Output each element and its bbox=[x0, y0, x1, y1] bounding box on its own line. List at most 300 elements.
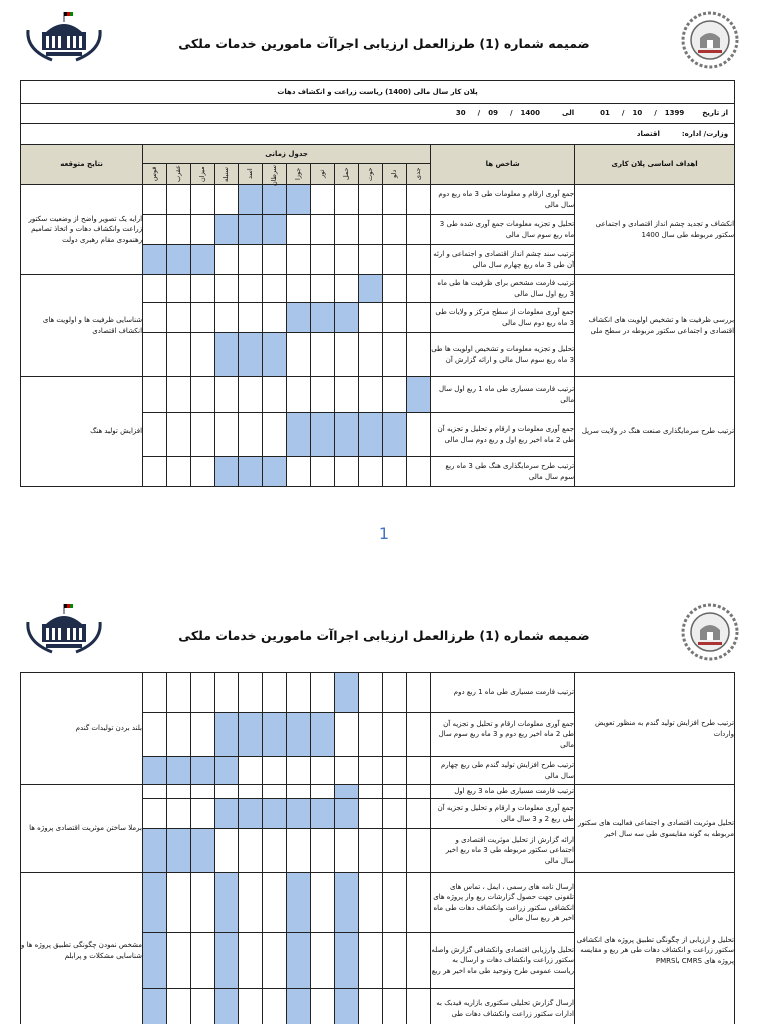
schedule-cell bbox=[263, 673, 287, 713]
schedule-cell bbox=[335, 829, 359, 873]
schedule-cell bbox=[407, 873, 431, 933]
schedule-cell bbox=[143, 799, 167, 829]
month-header bbox=[359, 164, 383, 185]
schedule-cell bbox=[359, 829, 383, 873]
to-day: 30 bbox=[455, 109, 466, 118]
schedule-cell-active bbox=[143, 829, 167, 873]
schedule-cell bbox=[335, 215, 359, 245]
schedule-cell-active bbox=[215, 799, 239, 829]
schedule-cell-active bbox=[287, 303, 311, 333]
schedule-cell bbox=[407, 333, 431, 377]
schedule-cell bbox=[167, 713, 191, 757]
schedule-cell bbox=[263, 757, 287, 785]
schedule-cell bbox=[287, 457, 311, 487]
schedule-cell bbox=[191, 989, 215, 1024]
schedule-cell-active bbox=[215, 215, 239, 245]
page-number: 1 bbox=[378, 524, 390, 543]
date-separator: / bbox=[654, 109, 657, 118]
goal-cell: تحلیل موثریت اقتصادی و اجتماعی فعالیت های سکتور مربوطه به گونه مقایسوی طی سه سال اخیر bbox=[575, 785, 735, 873]
schedule-cell bbox=[335, 457, 359, 487]
schedule-cell bbox=[311, 457, 335, 487]
schedule-cell-active bbox=[335, 785, 359, 799]
schedule-cell bbox=[407, 303, 431, 333]
schedule-cell-active bbox=[239, 799, 263, 829]
schedule-cell bbox=[287, 757, 311, 785]
schedule-cell bbox=[335, 713, 359, 757]
schedule-cell-active bbox=[215, 713, 239, 757]
schedule-cell-active bbox=[311, 303, 335, 333]
schedule-cell bbox=[191, 275, 215, 303]
schedule-cell-active bbox=[263, 333, 287, 377]
schedule-cell bbox=[383, 829, 407, 873]
schedule-cell bbox=[359, 785, 383, 799]
schedule-cell bbox=[383, 215, 407, 245]
schedule-cell bbox=[263, 989, 287, 1024]
schedule-cell bbox=[143, 457, 167, 487]
schedule-cell bbox=[287, 215, 311, 245]
results-header: نتایج متوقعه bbox=[21, 145, 143, 185]
schedule-cell bbox=[287, 673, 311, 713]
schedule-cell bbox=[143, 673, 167, 713]
schedule-cell bbox=[191, 673, 215, 713]
result-cell: افزایش تولید هنگ bbox=[21, 377, 143, 487]
schedule-header: جدول زمانی bbox=[143, 145, 431, 164]
ministry-value: اقتصاد bbox=[636, 129, 660, 138]
schedule-cell bbox=[143, 333, 167, 377]
indicator-cell: ترتیب طرح سرمایگذاری هنگ طی 3 ماه ربع سوم سال مالی bbox=[431, 457, 575, 487]
schedule-cell bbox=[383, 799, 407, 829]
ministry-label: وزارت/ اداره: bbox=[681, 129, 729, 138]
schedule-cell bbox=[191, 457, 215, 487]
schedule-cell bbox=[263, 275, 287, 303]
schedule-cell bbox=[383, 785, 407, 799]
schedule-cell bbox=[167, 215, 191, 245]
indicator-cell: جمع آوری معلومات از سطح مرکز و ولایات طی 3 ماه ربع دوم سال مالی bbox=[431, 303, 575, 333]
indicator-cell: ترتیب فارمت مشخص برای ظرفیت ها طی ماه 3 ربع اول سال مالی bbox=[431, 275, 575, 303]
result-cell: مشخص نمودن چگونگی تطبیق پروژه ها و شناسایی مشکلات و پرابلم bbox=[21, 873, 143, 1024]
schedule-cell bbox=[191, 799, 215, 829]
from-label: از تاریخ bbox=[702, 109, 729, 118]
schedule-cell bbox=[335, 377, 359, 413]
indicator-cell: ارائه گزارش از تحلیل موثریت اقتصادی و اجتماعی سکتور مربوطه طی 3 ماه ربع اخیر سال مالی bbox=[431, 829, 575, 873]
schedule-cell bbox=[359, 799, 383, 829]
schedule-cell bbox=[311, 377, 335, 413]
schedule-cell bbox=[215, 275, 239, 303]
schedule-cell bbox=[383, 933, 407, 989]
schedule-cell bbox=[311, 333, 335, 377]
schedule-cell bbox=[407, 185, 431, 215]
date-separator: / bbox=[477, 109, 481, 118]
schedule-cell-active bbox=[263, 185, 287, 215]
schedule-cell bbox=[167, 185, 191, 215]
schedule-cell bbox=[359, 457, 383, 487]
month-header bbox=[383, 164, 407, 185]
date-separator: / bbox=[509, 109, 513, 118]
indicator-cell: جمع آوری ارقام و معلومات طی 3 ماه ربع دوم سال مالی bbox=[431, 185, 575, 215]
date-separator: / bbox=[621, 109, 625, 118]
indicator-cell: تحلیل و تجزیه معلومات و تشخیص اولویت ها طی 3 ماه ربع سوم سال مالی و ارائه گزارش آن bbox=[431, 333, 575, 377]
indicator-cell: ترتیب طرح افزایش تولید گندم طی ربع چهارم سال مالی bbox=[431, 757, 575, 785]
schedule-cell bbox=[263, 303, 287, 333]
month-label: عقرب bbox=[173, 165, 182, 183]
schedule-cell bbox=[407, 713, 431, 757]
indicator-cell: جمع آوری معلومات و ارقام و تحلیل و تجزیه آن طی ربع 2 و 3 سال مالی bbox=[431, 799, 575, 829]
schedule-cell-active bbox=[191, 245, 215, 275]
indicator-cell: ترتیب سند چشم انداز اقتصادی و اجتماعی و ارئه آن طی 3 ماه ربع چهارم سال مالی bbox=[431, 245, 575, 275]
schedule-cell bbox=[311, 785, 335, 799]
schedule-cell bbox=[311, 275, 335, 303]
schedule-cell bbox=[383, 757, 407, 785]
schedule-cell bbox=[191, 333, 215, 377]
schedule-cell bbox=[239, 829, 263, 873]
schedule-cell-active bbox=[215, 333, 239, 377]
work-plan-table bbox=[20, 80, 735, 487]
schedule-cell bbox=[287, 333, 311, 377]
schedule-cell-active bbox=[407, 377, 431, 413]
schedule-cell bbox=[287, 377, 311, 413]
schedule-cell bbox=[383, 245, 407, 275]
month-header bbox=[215, 164, 239, 185]
month-header bbox=[263, 164, 287, 185]
goal-cell: انکشاف و تجدید چشم انداز اقتصادی و اجتماعی سکتور مربوطه طی سال 1400 bbox=[575, 185, 735, 275]
from-month: 10 bbox=[632, 109, 643, 118]
page-header bbox=[0, 10, 768, 70]
schedule-cell bbox=[383, 303, 407, 333]
schedule-cell bbox=[191, 933, 215, 989]
goal-cell: ترتیب طرح افزایش تولید گندم به منظور تعویض واردات bbox=[575, 673, 735, 785]
schedule-cell bbox=[239, 275, 263, 303]
schedule-cell bbox=[143, 303, 167, 333]
document-title: ضمیمه شماره (1) طرزالعمل ارزیابی اجراآت مامورین خدمات ملکی bbox=[178, 628, 590, 643]
month-label: اسد bbox=[245, 168, 254, 180]
schedule-cell bbox=[311, 933, 335, 989]
month-header bbox=[407, 164, 431, 185]
month-header bbox=[311, 164, 335, 185]
result-cell: برملا ساختن موثریت اقتصادی پروژه ها bbox=[21, 785, 143, 873]
schedule-cell bbox=[311, 185, 335, 215]
schedule-cell bbox=[215, 377, 239, 413]
schedule-cell bbox=[167, 799, 191, 829]
indicator-cell: تحلیل و تجزیه معلومات جمع آوری شده طی 3 ماه ربع سوم سال مالی bbox=[431, 215, 575, 245]
schedule-cell bbox=[263, 873, 287, 933]
schedule-cell bbox=[359, 333, 383, 377]
schedule-cell bbox=[215, 185, 239, 215]
schedule-cell-active bbox=[239, 457, 263, 487]
schedule-cell bbox=[407, 785, 431, 799]
month-label: دلو bbox=[389, 169, 398, 179]
month-header bbox=[143, 164, 167, 185]
schedule-cell bbox=[335, 185, 359, 215]
month-label: ثور bbox=[317, 169, 326, 179]
table-row bbox=[21, 185, 735, 215]
schedule-cell bbox=[263, 245, 287, 275]
document-title: ضمیمه شماره (1) طرزالعمل ارزیابی اجراآت مامورین خدمات ملکی bbox=[178, 36, 590, 51]
schedule-cell-active bbox=[359, 275, 383, 303]
from-year: 1399 bbox=[664, 109, 685, 118]
schedule-cell bbox=[239, 377, 263, 413]
month-label: جدی bbox=[413, 167, 422, 181]
schedule-cell bbox=[407, 799, 431, 829]
schedule-cell bbox=[191, 377, 215, 413]
indicator-cell: ترتیب فارمت مسیاری طی ماه 3 ربع اول bbox=[431, 785, 575, 799]
schedule-cell bbox=[143, 275, 167, 303]
schedule-cell bbox=[287, 275, 311, 303]
schedule-cell bbox=[239, 989, 263, 1024]
result-cell: شناسایی ظرفیت ها و اولویت های انکشاف اقتصادی bbox=[21, 275, 143, 377]
goals-header: اهداف اساسی پلان کاری bbox=[575, 145, 735, 185]
table-row bbox=[21, 873, 735, 933]
schedule-cell-active bbox=[263, 215, 287, 245]
schedule-cell-active bbox=[239, 713, 263, 757]
schedule-cell bbox=[167, 933, 191, 989]
afghanistan-emblem-icon bbox=[674, 602, 746, 662]
schedule-cell bbox=[407, 275, 431, 303]
goal-cell: تحلیل و ارزیابی از چگونگی تطبیق پروژه های انکشافی سکتور زراعت و انکشاف دهات طی هر ربع و مقایسه پروژه های CMRS باPMRS bbox=[575, 873, 735, 1024]
schedule-cell bbox=[263, 413, 287, 457]
indicator-cell: جمع آوری معلومات و ارقام و تحلیل و تجزیه آن طی 2 ماه اخیر ربع اول و ربع دوم سال مالی bbox=[431, 413, 575, 457]
schedule-cell bbox=[287, 785, 311, 799]
schedule-cell-active bbox=[335, 413, 359, 457]
schedule-cell bbox=[407, 989, 431, 1024]
schedule-cell bbox=[191, 713, 215, 757]
month-header bbox=[335, 164, 359, 185]
schedule-cell bbox=[383, 185, 407, 215]
schedule-cell bbox=[191, 873, 215, 933]
schedule-cell bbox=[359, 989, 383, 1024]
schedule-cell bbox=[239, 245, 263, 275]
schedule-cell-active bbox=[143, 933, 167, 989]
schedule-cell bbox=[215, 303, 239, 333]
schedule-cell-active bbox=[191, 829, 215, 873]
schedule-cell-active bbox=[143, 245, 167, 275]
schedule-cell bbox=[263, 829, 287, 873]
schedule-cell-active bbox=[383, 413, 407, 457]
schedule-cell bbox=[167, 275, 191, 303]
month-label: حمل bbox=[341, 167, 350, 181]
schedule-cell bbox=[359, 873, 383, 933]
month-label: جوزا bbox=[293, 167, 302, 181]
schedule-cell-active bbox=[143, 873, 167, 933]
indicators-header: شاخص ها bbox=[431, 145, 575, 185]
schedule-cell bbox=[191, 185, 215, 215]
schedule-cell bbox=[335, 757, 359, 785]
schedule-cell-active bbox=[359, 413, 383, 457]
schedule-cell-active bbox=[311, 799, 335, 829]
schedule-cell bbox=[359, 757, 383, 785]
schedule-cell bbox=[263, 377, 287, 413]
schedule-cell bbox=[359, 933, 383, 989]
schedule-cell-active bbox=[335, 989, 359, 1024]
schedule-cell bbox=[167, 457, 191, 487]
schedule-cell bbox=[359, 185, 383, 215]
month-header bbox=[239, 164, 263, 185]
schedule-cell bbox=[287, 829, 311, 873]
indicator-cell: ارسال گزارش تحلیلی سکتوری بازاریه فیدبک به ادارات سکتور زراعت وانکشاف دهات طی bbox=[431, 989, 575, 1024]
goal-cell: بررسی ظرفیت ها و تشخیص اولویت های انکشاف اقتصادی و اجتماعی سکتور مربوطه در سطح ملی bbox=[575, 275, 735, 377]
afghanistan-emblem-icon bbox=[674, 10, 746, 70]
schedule-cell bbox=[215, 673, 239, 713]
schedule-cell bbox=[239, 873, 263, 933]
schedule-cell-active bbox=[263, 457, 287, 487]
schedule-cell bbox=[167, 333, 191, 377]
schedule-cell-active bbox=[167, 829, 191, 873]
schedule-cell-active bbox=[215, 873, 239, 933]
schedule-cell bbox=[191, 303, 215, 333]
parliament-emblem-icon bbox=[22, 10, 106, 62]
schedule-cell bbox=[239, 303, 263, 333]
schedule-cell bbox=[311, 873, 335, 933]
schedule-cell bbox=[407, 413, 431, 457]
schedule-cell bbox=[407, 933, 431, 989]
schedule-cell bbox=[407, 829, 431, 873]
schedule-cell-active bbox=[191, 757, 215, 785]
indicator-cell: ترتیب فارمت مسیاری طی ماه 1 ربع دوم bbox=[431, 673, 575, 713]
schedule-cell bbox=[215, 413, 239, 457]
schedule-cell bbox=[383, 673, 407, 713]
month-header bbox=[167, 164, 191, 185]
plan-body bbox=[21, 185, 735, 487]
schedule-cell bbox=[167, 873, 191, 933]
goal-cell: ترتیب طرح سرمایگذاری صنعت هنگ در ولایت سرپل bbox=[575, 377, 735, 487]
schedule-cell bbox=[383, 873, 407, 933]
schedule-cell bbox=[407, 215, 431, 245]
result-cell: بلند بردن تولیدات گندم bbox=[21, 673, 143, 785]
from-day: 01 bbox=[600, 109, 610, 118]
to-year: 1400 bbox=[520, 109, 541, 118]
table-row bbox=[21, 377, 735, 413]
schedule-cell bbox=[383, 457, 407, 487]
schedule-cell-active bbox=[215, 933, 239, 989]
page-2 bbox=[0, 590, 768, 1024]
table-row bbox=[21, 275, 735, 303]
schedule-cell bbox=[143, 377, 167, 413]
plan-title: پلان کار سال مالی (1400) ریاست زراعت و انکشاف دهات bbox=[21, 81, 735, 104]
indicator-cell: تحلیل وارزیابی اقتصادی وانکشافی گزارش واصله سکتور زراعت وانکشاف دهات و ارسال به ریاست عمومی طرح وتوحید طی ماه اخیر هر ربع bbox=[431, 933, 575, 989]
schedule-cell bbox=[167, 785, 191, 799]
schedule-cell-active bbox=[239, 185, 263, 215]
month-label: سرطان bbox=[269, 165, 278, 186]
schedule-cell bbox=[359, 673, 383, 713]
work-plan-table-continued bbox=[20, 672, 735, 1024]
schedule-cell bbox=[311, 673, 335, 713]
schedule-cell-active bbox=[215, 989, 239, 1024]
schedule-cell bbox=[239, 757, 263, 785]
date-range bbox=[21, 104, 735, 124]
schedule-cell bbox=[143, 713, 167, 757]
schedule-cell bbox=[359, 303, 383, 333]
schedule-cell bbox=[167, 377, 191, 413]
schedule-cell bbox=[383, 333, 407, 377]
schedule-cell bbox=[383, 989, 407, 1024]
schedule-cell bbox=[167, 673, 191, 713]
schedule-cell bbox=[143, 215, 167, 245]
schedule-cell bbox=[311, 757, 335, 785]
schedule-cell bbox=[191, 785, 215, 799]
schedule-cell bbox=[191, 413, 215, 457]
schedule-cell-active bbox=[287, 799, 311, 829]
to-label: الی bbox=[562, 109, 575, 118]
schedule-cell bbox=[239, 933, 263, 989]
schedule-cell-active bbox=[287, 989, 311, 1024]
schedule-cell bbox=[239, 673, 263, 713]
schedule-cell-active bbox=[287, 413, 311, 457]
schedule-cell bbox=[287, 245, 311, 275]
schedule-cell bbox=[383, 377, 407, 413]
schedule-cell bbox=[407, 673, 431, 713]
table-row bbox=[21, 673, 735, 713]
schedule-cell bbox=[167, 413, 191, 457]
schedule-cell-active bbox=[239, 215, 263, 245]
schedule-cell-active bbox=[335, 933, 359, 989]
schedule-cell bbox=[311, 829, 335, 873]
month-label: میزان bbox=[197, 166, 206, 182]
schedule-cell bbox=[359, 713, 383, 757]
schedule-cell bbox=[383, 713, 407, 757]
schedule-cell-active bbox=[167, 757, 191, 785]
month-label: حوت bbox=[365, 167, 374, 181]
month-label: سنبله bbox=[221, 166, 230, 182]
schedule-cell-active bbox=[287, 873, 311, 933]
indicator-cell: ارسال نامه های رسمی ، ایمل ، تماس های تلفونی جهت حصول گزارشات ربع وار پروژه های انکشافی سکتور زراعت وانکشاف دهات طی ماه اخیر هر ربع سال مالی bbox=[431, 873, 575, 933]
schedule-cell-active bbox=[335, 799, 359, 829]
schedule-cell-active bbox=[263, 713, 287, 757]
schedule-cell bbox=[239, 785, 263, 799]
schedule-cell-active bbox=[143, 989, 167, 1024]
table-row bbox=[21, 785, 735, 799]
schedule-cell bbox=[359, 215, 383, 245]
schedule-cell-active bbox=[263, 799, 287, 829]
indicator-cell: ترتیب فارمت مسیاری طی ماه 1 ربع اول سال مالی bbox=[431, 377, 575, 413]
schedule-cell bbox=[167, 303, 191, 333]
schedule-cell-active bbox=[215, 457, 239, 487]
schedule-cell bbox=[383, 275, 407, 303]
schedule-cell bbox=[191, 215, 215, 245]
schedule-cell bbox=[335, 333, 359, 377]
schedule-cell bbox=[263, 933, 287, 989]
schedule-cell bbox=[311, 245, 335, 275]
schedule-cell bbox=[167, 989, 191, 1024]
to-month: 09 bbox=[488, 109, 498, 118]
schedule-cell-active bbox=[239, 333, 263, 377]
schedule-cell-active bbox=[311, 713, 335, 757]
result-cell: ارایه یک تصویر واضح از وضعیت سکتور زراعت وانکشاف دهات و اتخاذ تصامیم رهنمودی مقام رهبری دولت bbox=[21, 185, 143, 275]
schedule-cell-active bbox=[335, 673, 359, 713]
parliament-emblem-icon bbox=[22, 602, 106, 654]
month-header bbox=[287, 164, 311, 185]
ministry-row bbox=[21, 124, 735, 145]
schedule-cell bbox=[143, 185, 167, 215]
schedule-cell bbox=[143, 413, 167, 457]
schedule-cell-active bbox=[335, 303, 359, 333]
month-label: قوس bbox=[149, 166, 158, 182]
schedule-cell bbox=[239, 413, 263, 457]
indicator-cell: جمع آوری معلومات ارقام و تحلیل و تجزیه آن طی 2 ماه اخیر ربع دوم و 3 ماه ربع سوم سال مالی bbox=[431, 713, 575, 757]
schedule-cell-active bbox=[143, 757, 167, 785]
schedule-cell bbox=[335, 245, 359, 275]
schedule-cell bbox=[263, 785, 287, 799]
schedule-cell-active bbox=[167, 245, 191, 275]
month-header bbox=[191, 164, 215, 185]
schedule-cell bbox=[407, 245, 431, 275]
schedule-cell-active bbox=[335, 873, 359, 933]
schedule-cell bbox=[359, 245, 383, 275]
plan-body bbox=[21, 673, 735, 1024]
schedule-cell-active bbox=[287, 933, 311, 989]
schedule-cell bbox=[215, 785, 239, 799]
schedule-cell bbox=[359, 377, 383, 413]
schedule-cell-active bbox=[287, 185, 311, 215]
page-header bbox=[0, 602, 768, 662]
